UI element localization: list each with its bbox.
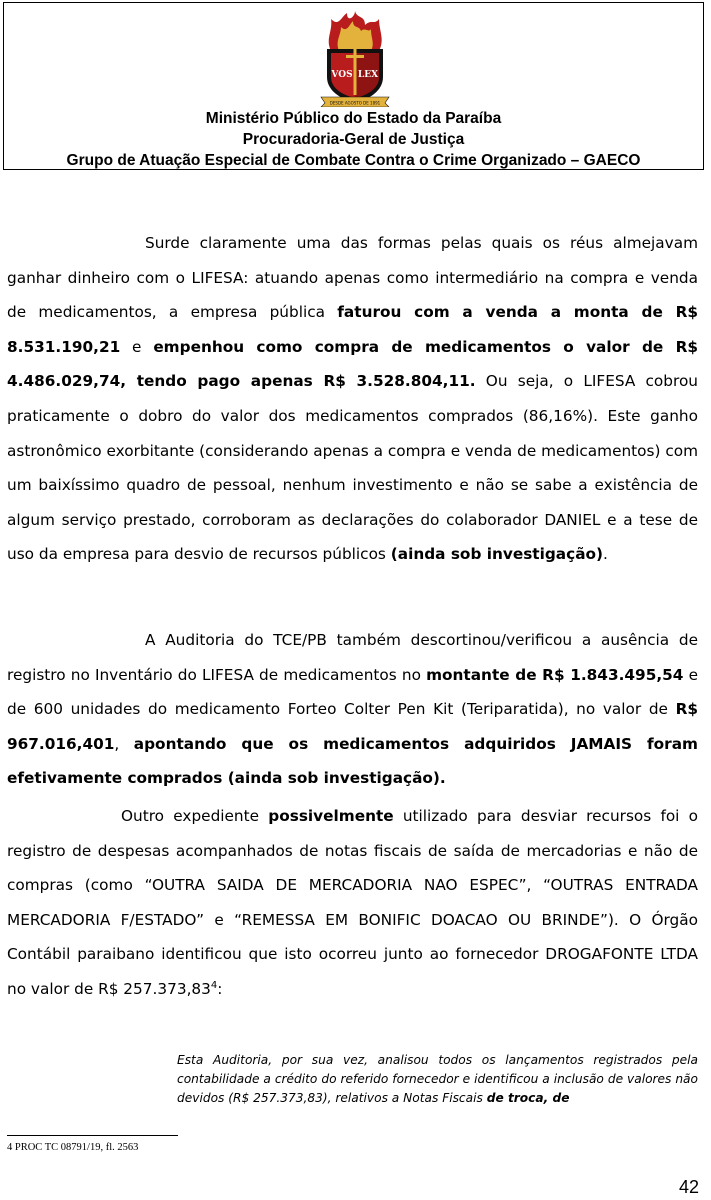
document-header (3, 2, 704, 170)
footnote-divider (7, 1135, 178, 1136)
header-gaeco: Grupo de Atuação Especial de Combate Contra o Crime Organizado – GAECO (66, 152, 641, 169)
p2-bold-2: R$ 967.016,401 (7, 700, 698, 753)
crest-motto-left: VOS (331, 70, 353, 80)
quote-bold: de troca, de (486, 1091, 570, 1105)
p1-text-3: Ou seja, o LIFESA cobrou praticamente o dobro do valor dos medicamentos comprados (86,16%). Este ganho astronômico exorbitante (considerando apenas a compra e venda de medicamentos) com um baixíssimo quadro de pessoal, nenhum investimento e não se sabe a existência de algum serviço prestado, corroboram as declarações do colaborador DANIEL e a tese de uso da empresa para desvio de recursos públicos (7, 372, 699, 564)
p3-text-3: : (217, 979, 223, 998)
p1-bold-1: faturou com a venda a monta de R$ 8.531.190,21 (7, 303, 698, 356)
coat-of-arms-icon (319, 11, 391, 107)
header-ministry: Ministério Público do Estado da Paraíba (205, 110, 502, 127)
p3-text-2: utilizado para desviar recursos foi o registro de despesas acompanhados de notas fiscais de saída de mercadorias e não de compras (como “OUTRA SAIDA DE MERCADORIA NAO ESPEC”, “OUTRAS ENTRADA MERCADORIA F/ESTADO” e “REMESSA EM BONIFIC DOACAO OU BRINDE”). O Órgão Contábil paraibano identificou que isto ocorreu junto ao fornecedor DROGAFONTE LTDA no valor de R$ 257.373,83 (7, 807, 698, 998)
p2-text-2: e de 600 unidades do medicamento Forteo Colter Pen Kit (Teriparatida), no valor de (7, 665, 698, 719)
p1-text-1: Surde claramente uma das formas pelas quais os réus almejavam ganhar dinheiro com o LIFESA: atuando apenas como intermediário na compra e venda de medicamentos, a empresa pública (7, 234, 698, 322)
p2-bold-3: apontando que os medicamentos adquiridos JAMAIS foram efetivamente comprados (ainda sob investigação). (7, 734, 698, 788)
p2-bold-1: montante de R$ 1.843.495,54 (426, 665, 684, 684)
footnote: 4 PROC TC 08791/19, fl. 2563 (7, 1142, 139, 1153)
p3-text-1: Outro expediente (121, 807, 269, 825)
header-procuradoria: Procuradoria-Geral de Justiça (242, 131, 465, 148)
p1-bold-2: empenhou como compra de medicamentos o valor de R$ 4.486.029,74, tendo pago apenas R$ 3.528.804,11. (7, 337, 699, 391)
block-quote (177, 1051, 698, 1108)
paragraph-2 (7, 623, 698, 796)
p2-text-1: A Auditoria do TCE/PB também descortinou/verificou a ausência de registro no Inventário do LIFESA de medicamentos no (7, 631, 698, 684)
footnote-reference[interactable]: 4 (210, 979, 218, 991)
p1-bold-3: (ainda sob investigação) (390, 545, 604, 564)
p1-text-4: . (603, 545, 608, 564)
page-number: 42 (678, 1177, 699, 1197)
p1-text-2: e (120, 337, 154, 356)
paragraph-3 (7, 799, 698, 1007)
p3-bold-1: possivelmente (268, 807, 394, 825)
p2-text-3: , (114, 734, 134, 753)
quote-text: Esta Auditoria, por sua vez, analisou todos os lançamentos registrados pela contabilidade a crédito do referido fornecedor e identificou a inclusão de valores não devidos (R$ 257.373,83), relativos a Notas Fiscais (177, 1053, 698, 1105)
crest-banner-text: DESDE AGOSTO DE 1891 (329, 100, 381, 106)
crest-motto-right: LEX (357, 70, 379, 80)
paragraph-1 (7, 226, 698, 572)
